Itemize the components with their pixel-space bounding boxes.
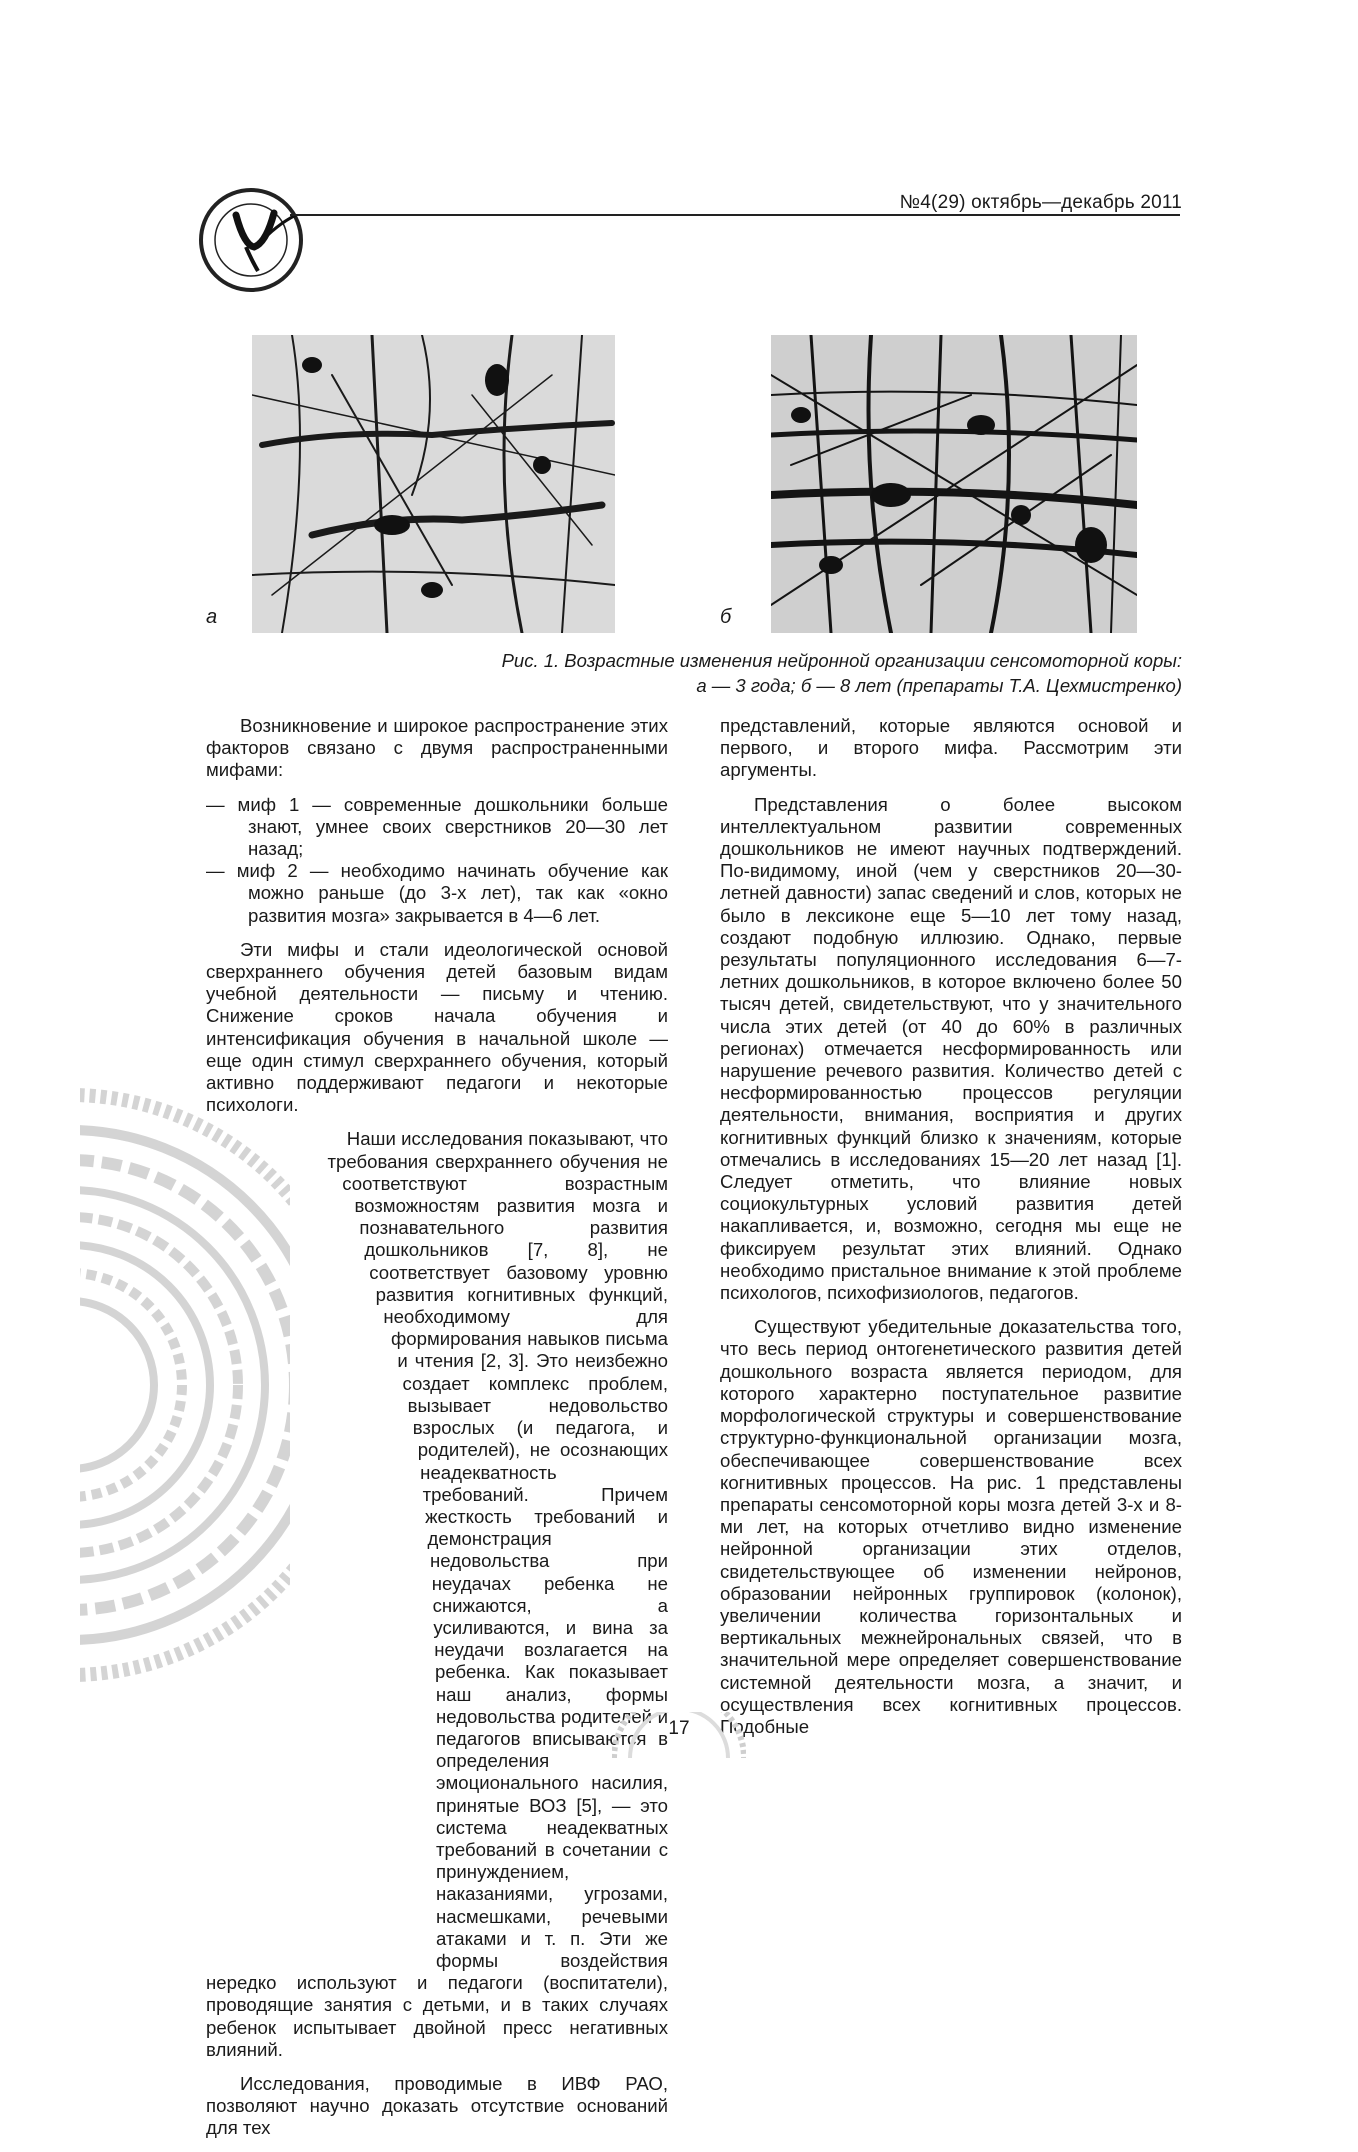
paragraph: Возникновение и широкое распространение этих факторов связано с двумя распространенными мифами: bbox=[206, 715, 668, 781]
header-rule bbox=[290, 214, 1180, 216]
list-item: — миф 1 — современные дошкольники больше знают, умнее своих сверстников 20—30 лет назад; bbox=[206, 793, 668, 860]
paragraph: Наши исследования показывают, что требования сверхраннего обучения не соответствуют возрастным возможностям развития мозга и познавательного развития дошкольников [7, 8], не соответствует базовому уровню развития когнитивных функций, необходимому для формирования навыков письма и чтения [2, 3]. Это неизбежно создает комплекс проблем, вызывает недовольство взрослых (и педагога, и родителей), не осознающих неадекватность требований. Причем жесткость требований и демонстрация недовольства при неудачах ребенка не снижаются, а усиливаются, и вина за неудачи возлагается на ребенка. Как показывает наш анализ, формы недовольства родителей и педагогов вписываются в определения эмоционального насилия, принятые ВОЗ [5], — это система неадекватных требований в сочетании с принуждением, наказаниями, угрозами, насмешками, речевыми атаками и т. п. Эти же формы воздействия нередко используют и педагоги (воспитатели), проводящие занятия с детьми, и в таких случаях ребенок испытывает двойной пресс негативных влияний. bbox=[206, 1128, 668, 2060]
paragraph: Эти мифы и стали идеологической основой сверхраннего обучения детей базовым видам учебной деятельности — письму и чтению. Снижение сроков начала обучения и интенсификация обучения в начальной школе — еще один стимул сверхраннего обучения, который активно поддерживают педагоги и некоторые психологи. bbox=[206, 938, 668, 1116]
paragraph: Исследования, проводимые в ИВФ РАО, позволяют научно доказать отсутствие оснований для тех bbox=[206, 2072, 668, 2139]
issue-header: №4(29) октябрь—декабрь 2011 bbox=[899, 192, 1182, 213]
paragraph: представлений, которые являются основой и первого, и второго мифа. Рассмотрим эти аргументы. bbox=[720, 715, 1182, 781]
text-column-left bbox=[206, 715, 668, 2152]
paragraph: Существуют убедительные доказательства того, что весь период онтогенетического развития детей дошкольного возраста является периодом, для которого характерно поступательное развитие морфологической структуры и совершенствование структурно-функциональной организации мозга, обеспечивающее совершенствование всех когнитивных процессов. На рис. 1 представлены препараты сенсомоторной коры мозга детей 3-х и 8-ми лет, на которых отчетливо видно изменение нейронной организации этих отделов, свидетельствующее об изменении нейронов, образовании нейронных группировок (колонок), увеличении количества горизонтальных и вертикальных межнейрональных связей, что в значительной мере определяет совершенствование системной деятельности мозга, а значит, и осуществления всех когнитивных процессов. Подобные bbox=[720, 1316, 1182, 1737]
text-column-right bbox=[720, 715, 1182, 1750]
page-number: 17 bbox=[668, 1718, 690, 1739]
neuron-micrograph-a bbox=[252, 335, 615, 633]
paragraph: Представления о более высоком интеллектуальном развитии современных дошкольников не имеют научных подтверждений. По-видимому, иной (чем у сверстников 20—30-летней давности) запас сведений и слов, которых не было в лексиконе еще 5—10 лет тому назад, создают подобную иллюзию. Однако, первые результаты популяционного исследования 6—7-летних дошкольников, в которое включено более 50 тысяч детей, свидетельствуют, что у значительного числа этих детей (от 40 до 60% в различных регионах) отмечается несформированность или нарушение речевого развития. Количество детей с несформированностью процессов регуляции деятельности, внимания, восприятия и других когнитивных функций близко к значениям, которые отмечались в исследованиях 15—20 лет назад [1]. Следует отметить, что влияние новых социокультурных условий развития детей накапливается, и, возможно, сегодня мы еще не фиксируем результат этих влияний. Однако необходимо пристальное внимание к этой проблеме психологов, психофизиологов, педагогов. bbox=[720, 793, 1182, 1304]
list-item: — миф 2 — необходимо начинать обучение как можно раньше (до 3-х лет), так как «окно развития мозга» закрывается в 4—6 лет. bbox=[206, 860, 668, 926]
caption-line-2: а — 3 года; б — 8 лет (препараты Т.А. Цехмистренко) bbox=[696, 675, 1182, 696]
journal-logo bbox=[196, 185, 306, 295]
figure-label-b: б bbox=[720, 606, 732, 628]
ornament-wrap bbox=[206, 1438, 436, 1958]
figure-caption bbox=[422, 648, 1182, 698]
caption-line-1: Рис. 1. Возрастные изменения нейронной организации сенсомоторной коры: bbox=[501, 650, 1182, 671]
neuron-micrograph-b bbox=[771, 335, 1137, 633]
page-number-ornament bbox=[612, 1712, 746, 1760]
figure-label-a: а bbox=[206, 606, 218, 628]
